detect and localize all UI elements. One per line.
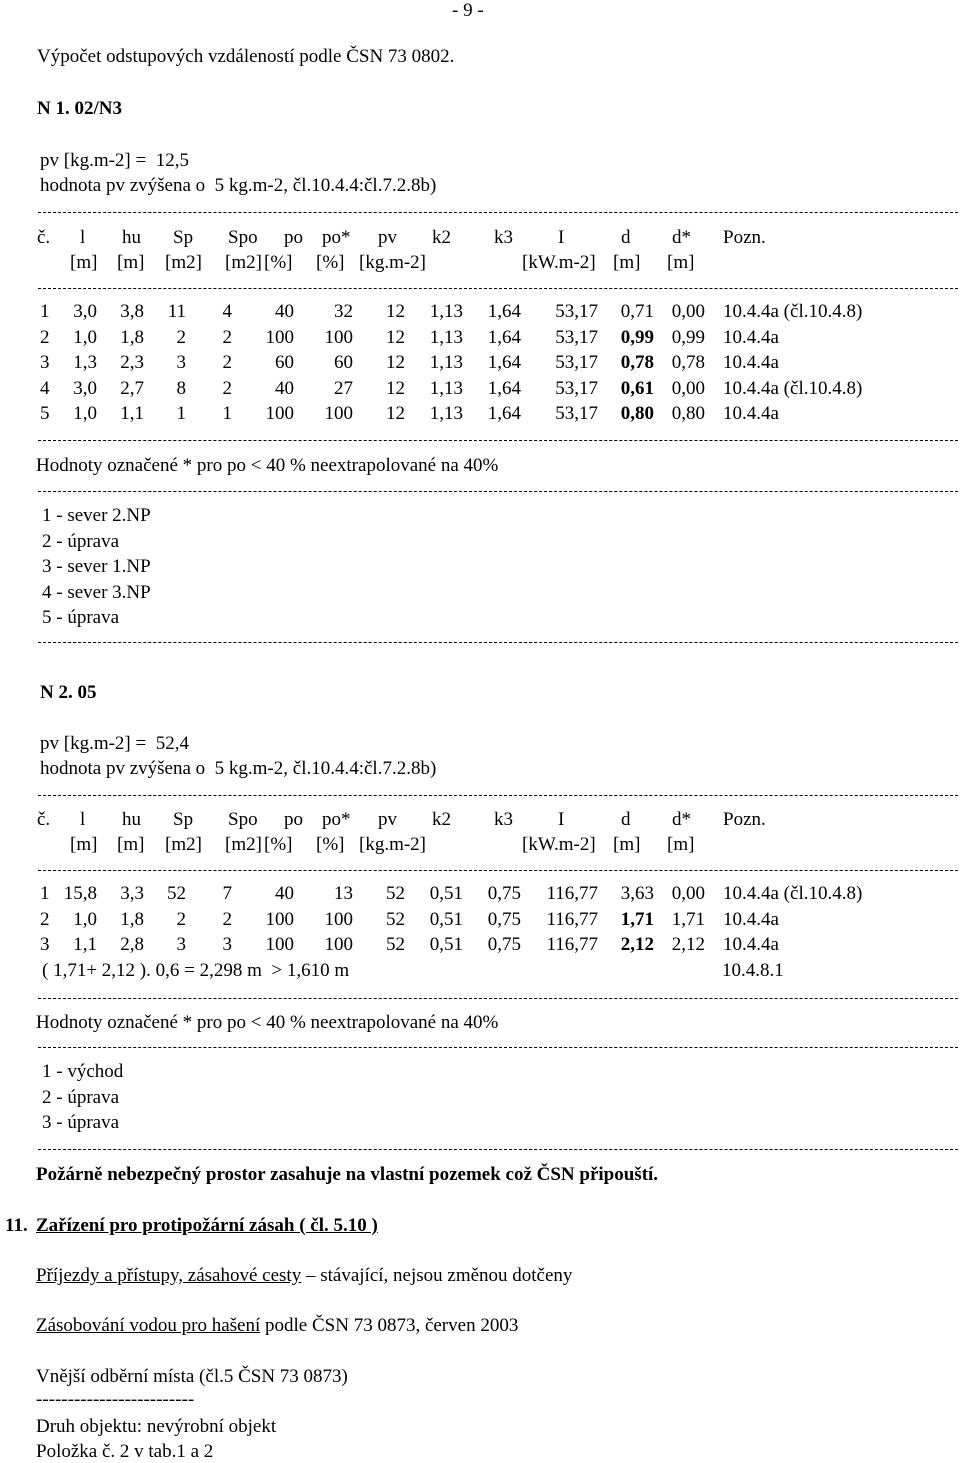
- table-cell: 5: [40, 403, 50, 424]
- chapter-number: 11.: [5, 1215, 28, 1236]
- separator: [38, 491, 958, 493]
- table-cell: 1: [40, 301, 50, 322]
- table-cell: 0,78: [671, 352, 705, 373]
- column-unit: [%]: [264, 252, 293, 273]
- table-cell: 12: [386, 301, 405, 322]
- table-cell: 2: [222, 377, 232, 399]
- table-cell: 40: [275, 883, 294, 904]
- table-cell: 1,0: [73, 908, 97, 930]
- column-unit: [%]: [264, 834, 293, 855]
- section1-title: N 1. 02/N3: [37, 98, 122, 119]
- table-cell: 100: [265, 403, 294, 424]
- column-unit: [m]: [70, 252, 98, 273]
- table-cell: 40: [275, 301, 294, 322]
- table-cell: 100: [324, 326, 353, 348]
- table-cell: 2: [222, 326, 232, 348]
- separator: [38, 440, 958, 442]
- table-cell: 2,12: [671, 934, 705, 955]
- table-cell: 52: [386, 883, 405, 904]
- table-cell: 3: [176, 352, 186, 373]
- table-cell: 100: [265, 908, 294, 930]
- table-cell: 100: [265, 934, 294, 955]
- table-cell: 10.4.4a: [723, 908, 779, 930]
- table-cell: 27: [334, 377, 353, 399]
- table-cell: 116,77: [546, 883, 598, 904]
- column-header: hu: [122, 227, 141, 248]
- table-cell: 0,71: [620, 301, 654, 322]
- table-cell: 1,64: [487, 301, 521, 322]
- column-unit: [m2]: [225, 834, 262, 855]
- column-header: hu: [122, 809, 141, 830]
- section1-header: [0, 227, 960, 249]
- table-cell: 3,8: [120, 301, 144, 322]
- column-header: pv: [378, 227, 397, 248]
- table-item: Položka č. 2 v tab.1 a 2: [36, 1441, 214, 1462]
- separator: [38, 998, 958, 1000]
- column-header: Pozn.: [723, 227, 766, 248]
- table-row: [0, 378, 960, 400]
- section2-pv: pv [kg.m-2] = 52,4: [40, 733, 189, 754]
- section2-raise: hodnota pv zvýšena o 5 kg.m-2, čl.10.4.4:čl.7.2.8b): [40, 758, 437, 779]
- conclusion: Požárně nebezpečný prostor zasahuje na vlastní pozemek což ČSN připouští.: [36, 1164, 659, 1185]
- table-cell: 0,99: [671, 326, 705, 348]
- column-header: Pozn.: [723, 809, 766, 830]
- table-cell: 3,0: [73, 301, 97, 322]
- table-cell: 40: [275, 377, 294, 399]
- column-unit: [m]: [613, 834, 641, 855]
- column-unit: [kW.m-2]: [522, 834, 596, 855]
- table-row: [0, 403, 960, 425]
- section2-title: N 2. 05: [40, 682, 97, 703]
- table-cell: 1,8: [120, 908, 144, 930]
- chapter-title: Zařízení pro protipožární zásah ( čl. 5.10 ): [36, 1215, 378, 1236]
- table-cell: 1,13: [429, 352, 463, 373]
- separator: [38, 288, 958, 290]
- table-cell: 12: [386, 326, 405, 348]
- table-cell: 1,3: [73, 352, 97, 373]
- column-unit: [%]: [316, 252, 345, 273]
- table-cell: 12: [386, 352, 405, 373]
- legend-item: 3 - úprava: [42, 1112, 120, 1133]
- table-cell: 100: [324, 908, 353, 930]
- column-header: po: [284, 809, 303, 830]
- column-unit: [kg.m-2]: [359, 834, 427, 855]
- page-heading: Výpočet odstupových vzdáleností podle ČSN 73 0802.: [37, 46, 455, 67]
- table-cell: 0,61: [620, 377, 654, 399]
- table-cell: 52: [386, 934, 405, 955]
- column-header: Spo: [228, 227, 258, 248]
- column-header: I: [558, 227, 565, 248]
- table-cell: 1,13: [429, 326, 463, 348]
- column-unit: [m]: [117, 834, 145, 855]
- table-cell: 32: [334, 301, 353, 322]
- column-unit: [m2]: [165, 252, 202, 273]
- table-cell: 1,8: [120, 326, 144, 348]
- table-cell: 0,78: [620, 352, 654, 373]
- table-cell: 3: [40, 934, 50, 955]
- object-type: Druh objektu: nevýrobní objekt: [36, 1416, 277, 1437]
- table-cell: 0,99: [620, 326, 654, 348]
- column-unit: [m]: [613, 252, 641, 273]
- access-label: Příjezdy a přístupy, zásahové cesty: [36, 1265, 302, 1286]
- table-cell: 0,51: [429, 934, 463, 955]
- access-text: – stávající, nejsou změnou dotčeny: [301, 1265, 573, 1286]
- column-unit: [m2]: [225, 252, 262, 273]
- table-cell: 1: [40, 883, 50, 904]
- table-row: [0, 327, 960, 349]
- table-cell: 0,00: [671, 377, 705, 399]
- table-row: [0, 909, 960, 931]
- table-cell: 15,8: [63, 883, 97, 904]
- column-header: po*: [322, 227, 351, 248]
- table-cell: 1,13: [429, 301, 463, 322]
- column-header: č.: [37, 227, 51, 248]
- table-cell: 2: [176, 326, 186, 348]
- legend-item: 5 - úprava: [42, 607, 120, 628]
- table-cell: 53,17: [555, 301, 598, 322]
- table-cell: 2: [222, 908, 232, 930]
- table-cell: 0,00: [671, 883, 705, 904]
- table-cell: 13: [334, 883, 353, 904]
- table-cell: 3: [222, 934, 232, 955]
- section1-note: Hodnoty označené * pro po < 40 % neextrapolované na 40%: [36, 455, 499, 476]
- table-cell: 116,77: [546, 934, 598, 955]
- table-cell: 0,75: [487, 908, 521, 930]
- table-cell: 1,13: [429, 377, 463, 399]
- table-cell: 0,51: [429, 908, 463, 930]
- table-cell: 60: [275, 352, 294, 373]
- column-header: k3: [494, 809, 513, 830]
- external-points: Vnější odběrní místa (čl.5 ČSN 73 0873): [36, 1366, 348, 1387]
- column-unit: [%]: [316, 834, 345, 855]
- water-text: podle ČSN 73 0873, červen 2003: [260, 1315, 519, 1336]
- separator: [38, 1149, 958, 1151]
- column-unit: [m]: [667, 834, 695, 855]
- external-rule: -------------------------: [36, 1389, 195, 1410]
- table-cell: 0,75: [487, 883, 521, 904]
- table-cell: 53,17: [555, 403, 598, 424]
- table-cell: 2,8: [120, 934, 144, 955]
- table-row: [0, 883, 960, 905]
- section2-header: [0, 809, 960, 831]
- separator: [38, 212, 958, 214]
- table-cell: 4: [222, 301, 232, 322]
- table-cell: 1,0: [73, 403, 97, 424]
- water-paragraph: [36, 1315, 518, 1337]
- table-cell: 53,17: [555, 352, 598, 373]
- column-header: k2: [432, 227, 451, 248]
- section2-calc: ( 1,71+ 2,12 ). 0,6 = 2,298 m > 1,610 m: [42, 960, 350, 981]
- table-cell: 3,63: [620, 883, 654, 904]
- table-cell: 100: [265, 326, 294, 348]
- separator: [38, 795, 958, 797]
- section1-raise: hodnota pv zvýšena o 5 kg.m-2, čl.10.4.4:čl.7.2.8b): [40, 175, 437, 196]
- column-unit: [m]: [117, 252, 145, 273]
- table-cell: 53,17: [555, 326, 598, 348]
- table-cell: 3,0: [73, 377, 97, 399]
- table-cell: 8: [176, 377, 186, 399]
- table-cell: 2: [40, 908, 50, 930]
- table-cell: 10.4.4a: [723, 403, 779, 424]
- table-cell: 1,64: [487, 403, 521, 424]
- separator: [38, 870, 958, 872]
- column-header: Sp: [173, 227, 194, 248]
- table-cell: 0,00: [671, 301, 705, 322]
- column-header: pv: [378, 809, 397, 830]
- column-header: k2: [432, 809, 451, 830]
- legend-item: 2 - úprava: [42, 1086, 120, 1108]
- table-cell: 10.4.4a: [723, 326, 779, 348]
- table-row: [0, 352, 960, 374]
- table-cell: 1: [176, 403, 186, 424]
- table-cell: 100: [324, 403, 353, 424]
- column-unit: [kW.m-2]: [522, 252, 596, 273]
- table-cell: 10.4.4a (čl.10.4.8): [723, 377, 863, 399]
- table-cell: 1,64: [487, 377, 521, 399]
- table-cell: 1,13: [429, 403, 463, 424]
- column-unit: [m]: [70, 834, 98, 855]
- table-cell: 1,64: [487, 326, 521, 348]
- separator: [38, 642, 958, 644]
- table-cell: 1,1: [120, 403, 144, 424]
- column-header: po: [284, 227, 303, 248]
- column-header: Spo: [228, 809, 258, 830]
- legend-item: 1 - sever 2.NP: [42, 505, 151, 526]
- table-cell: 3: [176, 934, 186, 955]
- table-cell: 10.4.4a (čl.10.4.8): [723, 301, 863, 322]
- table-cell: 1,0: [73, 326, 97, 348]
- legend-item: 3 - sever 1.NP: [42, 556, 151, 577]
- column-unit: [m]: [667, 252, 695, 273]
- table-cell: 10.4.4a (čl.10.4.8): [723, 883, 863, 904]
- section1-units: [0, 252, 960, 274]
- table-cell: 1: [222, 403, 232, 424]
- table-cell: 0,51: [429, 883, 463, 904]
- column-header: Sp: [173, 809, 194, 830]
- table-cell: 52: [386, 908, 405, 930]
- table-row: [0, 301, 960, 323]
- column-unit: [kg.m-2]: [359, 252, 427, 273]
- table-cell: 0,75: [487, 934, 521, 955]
- section2-calc-ref: 10.4.8.1: [722, 960, 784, 981]
- table-cell: 11: [167, 301, 186, 322]
- legend-item: 4 - sever 3.NP: [42, 581, 151, 603]
- table-cell: 12: [386, 377, 405, 399]
- table-cell: 60: [334, 352, 353, 373]
- column-header: d*: [672, 227, 691, 248]
- table-cell: 0,80: [620, 403, 654, 424]
- table-cell: 2: [40, 326, 50, 348]
- separator: [38, 1047, 958, 1049]
- table-cell: 2: [176, 908, 186, 930]
- table-cell: 2,12: [620, 934, 654, 955]
- column-header: I: [558, 809, 565, 830]
- table-cell: 4: [40, 377, 50, 399]
- section2-units: [0, 834, 960, 856]
- table-cell: 12: [386, 403, 405, 424]
- table-cell: 0,80: [671, 403, 705, 424]
- table-cell: 116,77: [546, 908, 598, 930]
- table-cell: 1,71: [671, 908, 705, 930]
- column-header: l: [80, 809, 86, 830]
- table-cell: 2: [222, 352, 232, 373]
- table-cell: 100: [324, 934, 353, 955]
- legend-item: 2 - úprava: [42, 530, 120, 552]
- table-cell: 7: [222, 883, 232, 904]
- column-header: po*: [322, 809, 351, 830]
- table-cell: 3,3: [120, 883, 144, 904]
- section2-note: Hodnoty označené * pro po < 40 % neextrapolované na 40%: [36, 1012, 499, 1033]
- column-header: k3: [494, 227, 513, 248]
- table-cell: 1,64: [487, 352, 521, 373]
- table-cell: 3: [40, 352, 50, 373]
- column-header: d: [621, 809, 631, 830]
- column-unit: [m2]: [165, 834, 202, 855]
- table-cell: 53,17: [555, 377, 598, 399]
- column-header: l: [80, 227, 86, 248]
- column-header: č.: [37, 809, 51, 830]
- water-label: Zásobování vodou pro hašení: [36, 1315, 261, 1336]
- table-cell: 10.4.4a: [723, 934, 779, 955]
- table-cell: 1,1: [73, 934, 97, 955]
- page-number: - 9 -: [452, 0, 484, 21]
- column-header: d: [621, 227, 631, 248]
- access-paragraph: [36, 1265, 572, 1287]
- column-header: d*: [672, 809, 691, 830]
- legend-item: 1 - východ: [42, 1061, 124, 1082]
- section1-pv: pv [kg.m-2] = 12,5: [40, 150, 189, 171]
- table-row: [0, 934, 960, 956]
- table-cell: 1,71: [620, 908, 654, 930]
- table-cell: 10.4.4a: [723, 352, 779, 373]
- table-cell: 2,3: [120, 352, 144, 373]
- table-cell: 52: [167, 883, 186, 904]
- table-cell: 2,7: [120, 377, 144, 399]
